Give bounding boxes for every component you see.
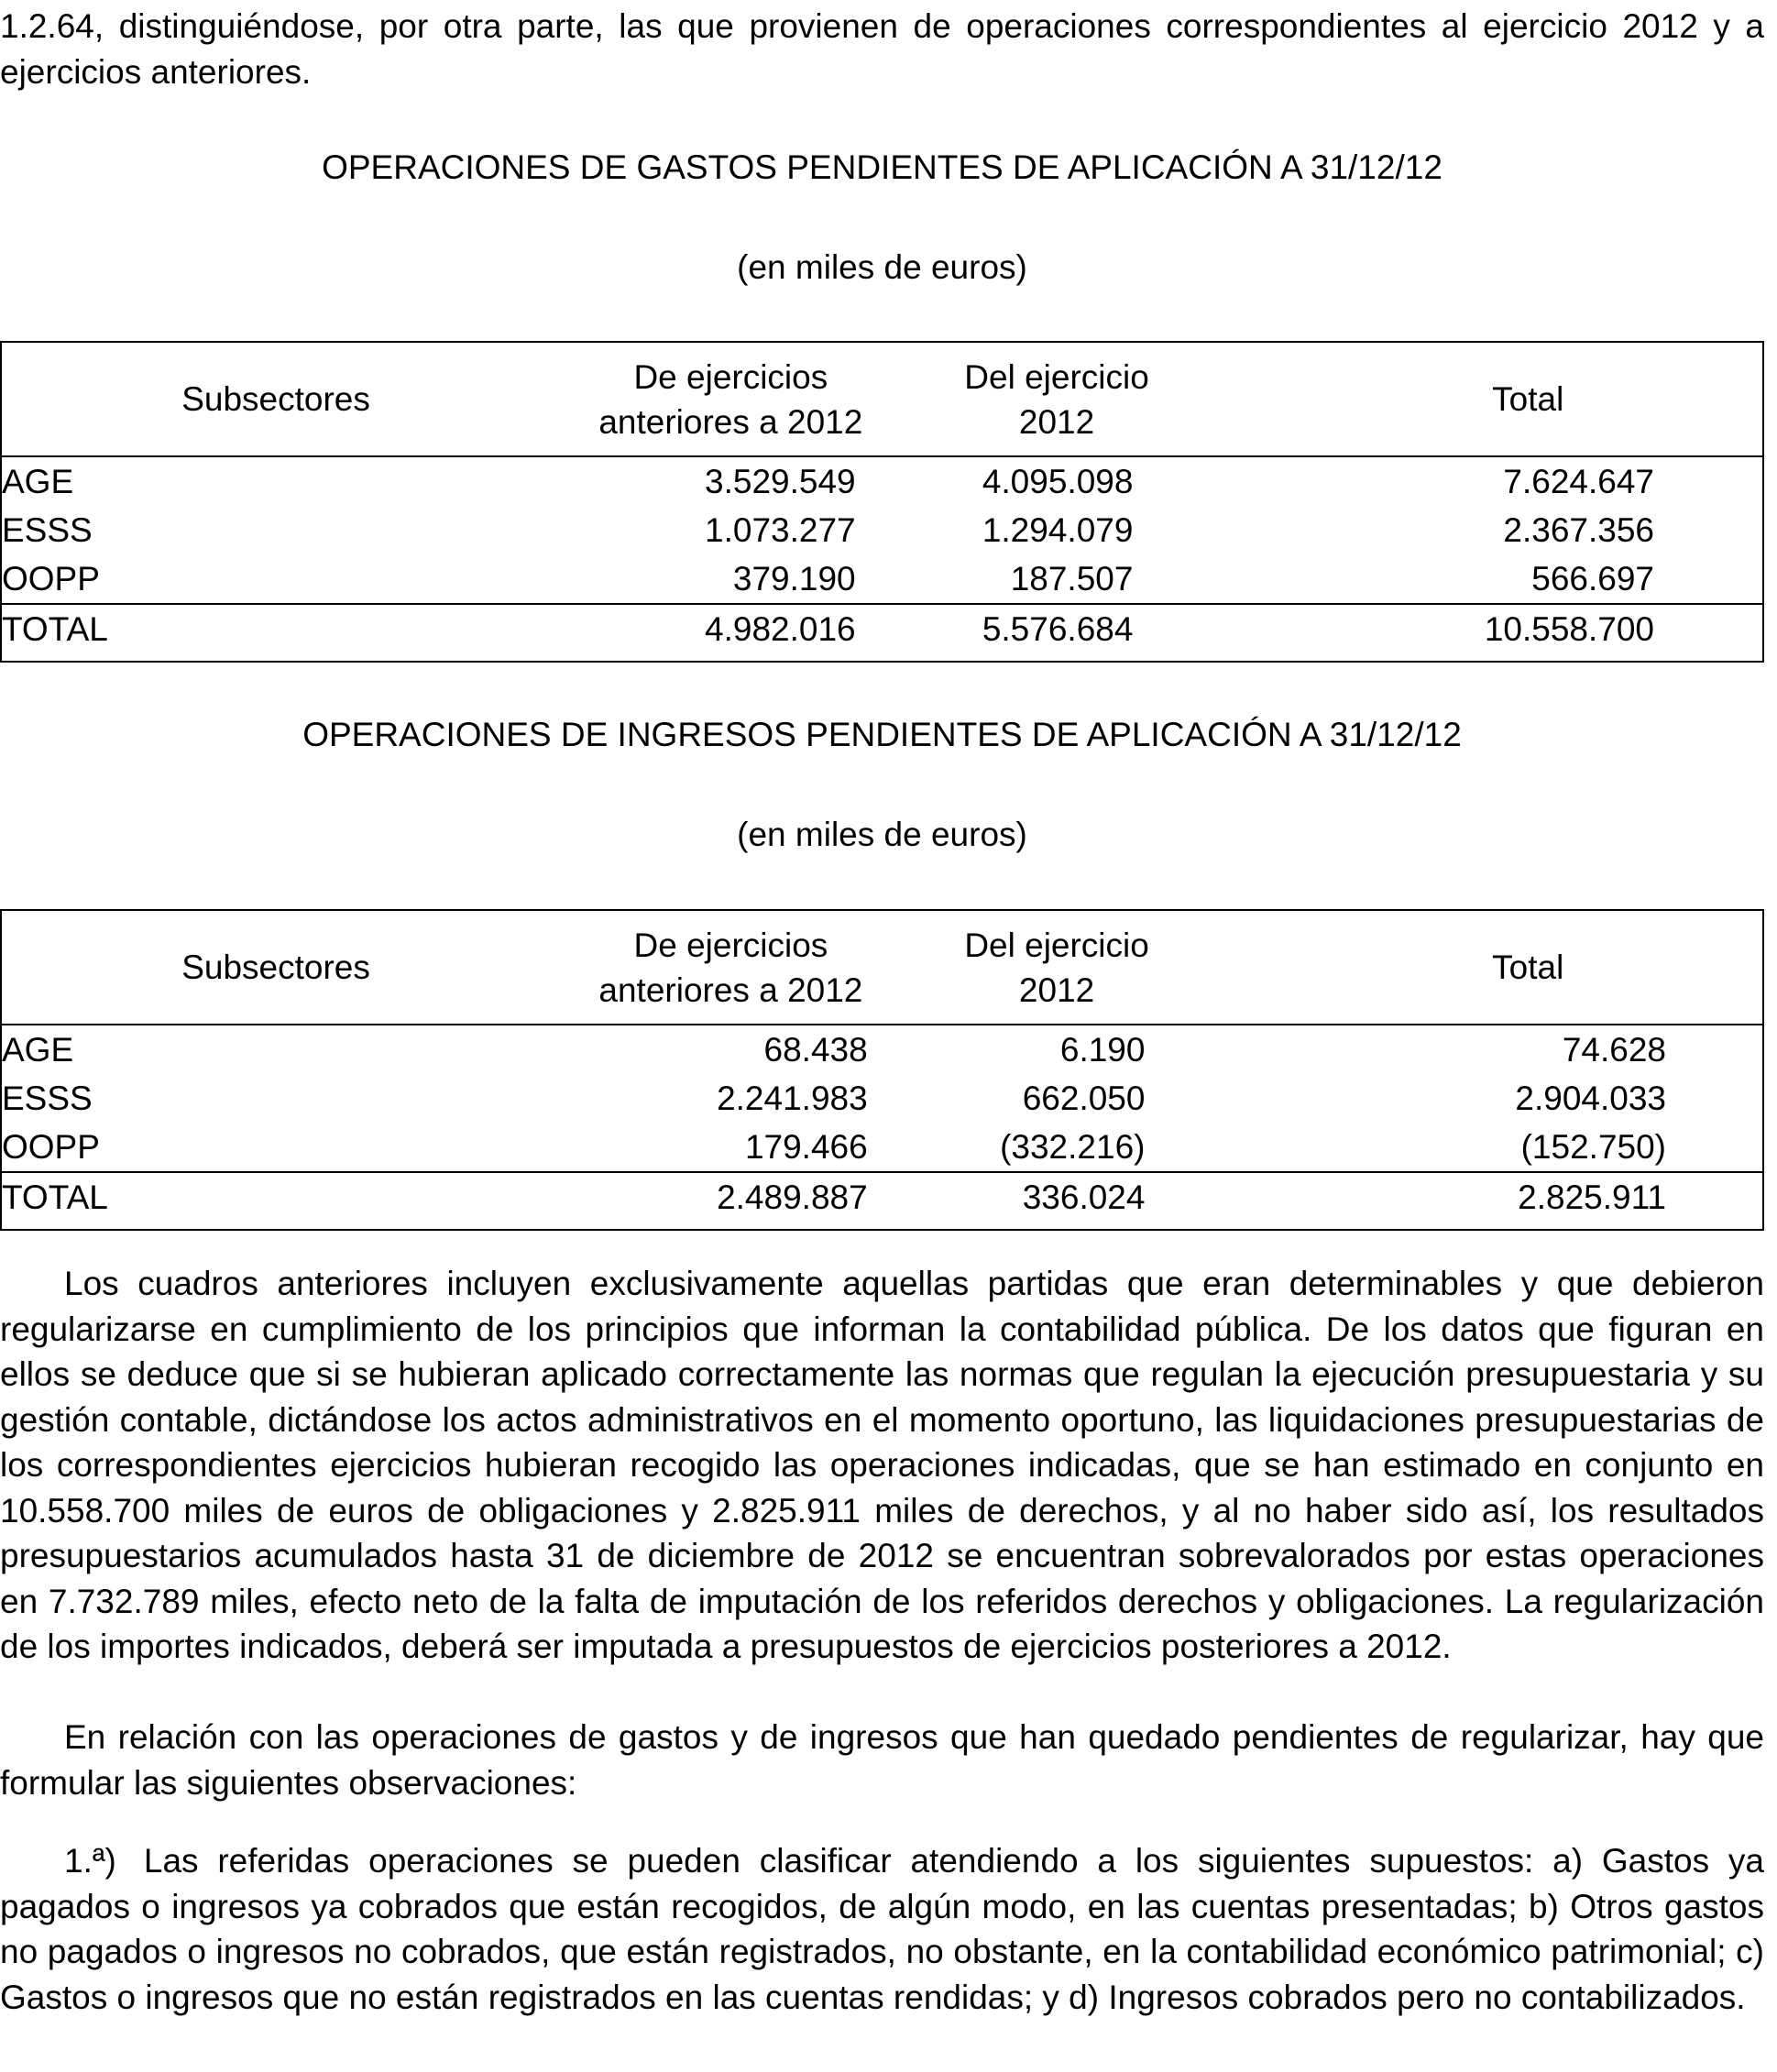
cell-current: 187.507	[1010, 560, 1134, 597]
cell-prev: 179.466	[744, 1128, 868, 1166]
table-row	[1, 1123, 1763, 1172]
table1-subtitle: (en miles de euros)	[737, 248, 1027, 286]
header-current-line1: Del ejercicio	[964, 926, 1149, 964]
table-row	[1, 506, 1763, 554]
intro-paragraph: 1.2.64, distinguiéndose, por otra parte, las que provienen de operaciones correspondientes al ejercicio 2012 y a ejercicios anteriores.	[0, 7, 1764, 91]
total-label: TOTAL	[1, 604, 550, 662]
body-paragraph-2: En relación con las operaciones de gastos y de ingresos que han quedado pendientes de regularizar, hay que formular las siguientes observaciones:	[0, 1718, 1764, 1802]
table-row	[1, 1074, 1763, 1123]
row-label: AGE	[2, 463, 74, 500]
header-prev-line2: anteriores a 2012	[598, 970, 863, 1009]
table-row	[1, 554, 1763, 604]
cell-prev: 379.190	[732, 560, 856, 597]
header-total: Total	[1311, 342, 1763, 456]
header-prev-line1: De ejercicios	[633, 926, 828, 964]
header-prev-line2: anteriores a 2012	[598, 402, 863, 441]
table-row	[1, 456, 1763, 506]
table-header-row	[1, 342, 1763, 456]
observation-paragraph-1	[0, 1838, 1764, 2020]
total-current: 5.576.684	[912, 604, 1312, 662]
total-prev: 2.489.887	[550, 1172, 912, 1230]
header-total: Total	[1311, 910, 1763, 1025]
table2-title: OPERACIONES DE INGRESOS PENDIENTES DE APLICACIÓN A 31/12/12	[302, 716, 1462, 753]
header-prev-line1: De ejercicios	[633, 357, 828, 396]
total-current: 336.024	[912, 1172, 1312, 1230]
table1-title: OPERACIONES DE GASTOS PENDIENTES DE APLICACIÓN A 31/12/12	[322, 148, 1442, 186]
cell-prev: 1.073.277	[705, 511, 856, 549]
cell-current: 1.294.079	[982, 511, 1134, 549]
cell-prev: 2.241.983	[717, 1080, 868, 1117]
cell-current: 6.190	[1059, 1031, 1146, 1069]
header-prev-years	[550, 910, 912, 1025]
cell-total: 2.367.356	[1503, 511, 1654, 549]
total-total: 2.825.911	[1311, 1172, 1763, 1230]
row-label: ESSS	[2, 511, 93, 549]
header-subsectores: Subsectores	[1, 910, 550, 1025]
table-total-row	[1, 604, 1763, 662]
table2-subtitle: (en miles de euros)	[737, 816, 1027, 853]
cell-total: 566.697	[1531, 560, 1654, 597]
cell-current: (332.216)	[1000, 1128, 1146, 1166]
total-label: TOTAL	[1, 1172, 550, 1230]
row-label: OOPP	[2, 560, 100, 597]
ingresos-table	[0, 909, 1764, 1231]
cell-prev: 68.438	[763, 1031, 868, 1069]
cell-prev: 3.529.549	[705, 463, 856, 500]
header-prev-years	[550, 342, 912, 456]
table-row	[1, 1025, 1763, 1074]
cell-total: 7.624.647	[1503, 463, 1654, 500]
header-current-year	[912, 910, 1312, 1025]
cell-total: (152.750)	[1520, 1128, 1666, 1166]
header-current-line2: 2012	[1018, 402, 1095, 441]
observation-text: Las referidas operaciones se pueden clasificar atendiendo a los siguientes supuestos: a) Gastos ya pagados o ingresos ya cobrados que están recogidos, de algún modo, en las cuentas presentadas; b) Otros gastos no pagados o ingresos no cobrados, que están registrados, no obstante, en la contabilidad económico patrimonial; c) Gastos o ingresos que no están registrados en las cuentas rendidas; y d) Ingresos cobrados pero no contabilizados.	[0, 1842, 1764, 2016]
body-paragraph-1: Los cuadros anteriores incluyen exclusivamente aquellas partidas que eran determinables y que debieron regularizarse en cumplimiento de los principios que informan la contabilidad pública. De los datos que figuran en ellos se deduce que si se hubieran aplicado correctamente las normas que regulan la ejecución presupuestaria y su gestión contable, dictándose los actos administrativos en el momento oportuno, las liquidaciones presupuestarias de los correspondientes ejercicios hubieran recogido las operaciones indicadas, que se han estimado en conjunto en 10.558.700 miles de euros de obligaciones y 2.825.911 miles de derechos, y al no haber sido así, los resultados presupuestarios acumulados hasta 31 de diciembre de 2012 se encuentran sobrevalorados por estas operaciones en 7.732.789 miles, efecto neto de la falta de imputación de los referidos derechos y obligaciones. La regularización de los importes indicados, deberá ser imputada a presupuestos de ejercicios posteriores a 2012.	[0, 1265, 1764, 1665]
header-current-line2: 2012	[1018, 970, 1095, 1009]
total-prev: 4.982.016	[550, 604, 912, 662]
table-total-row	[1, 1172, 1763, 1230]
cell-total: 74.628	[1562, 1031, 1666, 1069]
header-subsectores: Subsectores	[1, 342, 550, 456]
gastos-table	[0, 341, 1764, 663]
header-current-year	[912, 342, 1312, 456]
row-label: OOPP	[2, 1128, 100, 1166]
cell-current: 4.095.098	[982, 463, 1134, 500]
header-current-line1: Del ejercicio	[964, 357, 1149, 396]
observation-marker: 1.ª)	[64, 1842, 116, 1880]
cell-total: 2.904.033	[1515, 1080, 1666, 1117]
total-total: 10.558.700	[1311, 604, 1763, 662]
cell-current: 662.050	[1022, 1080, 1146, 1117]
row-label: ESSS	[2, 1080, 93, 1117]
row-label: AGE	[2, 1031, 74, 1069]
table-header-row	[1, 910, 1763, 1025]
